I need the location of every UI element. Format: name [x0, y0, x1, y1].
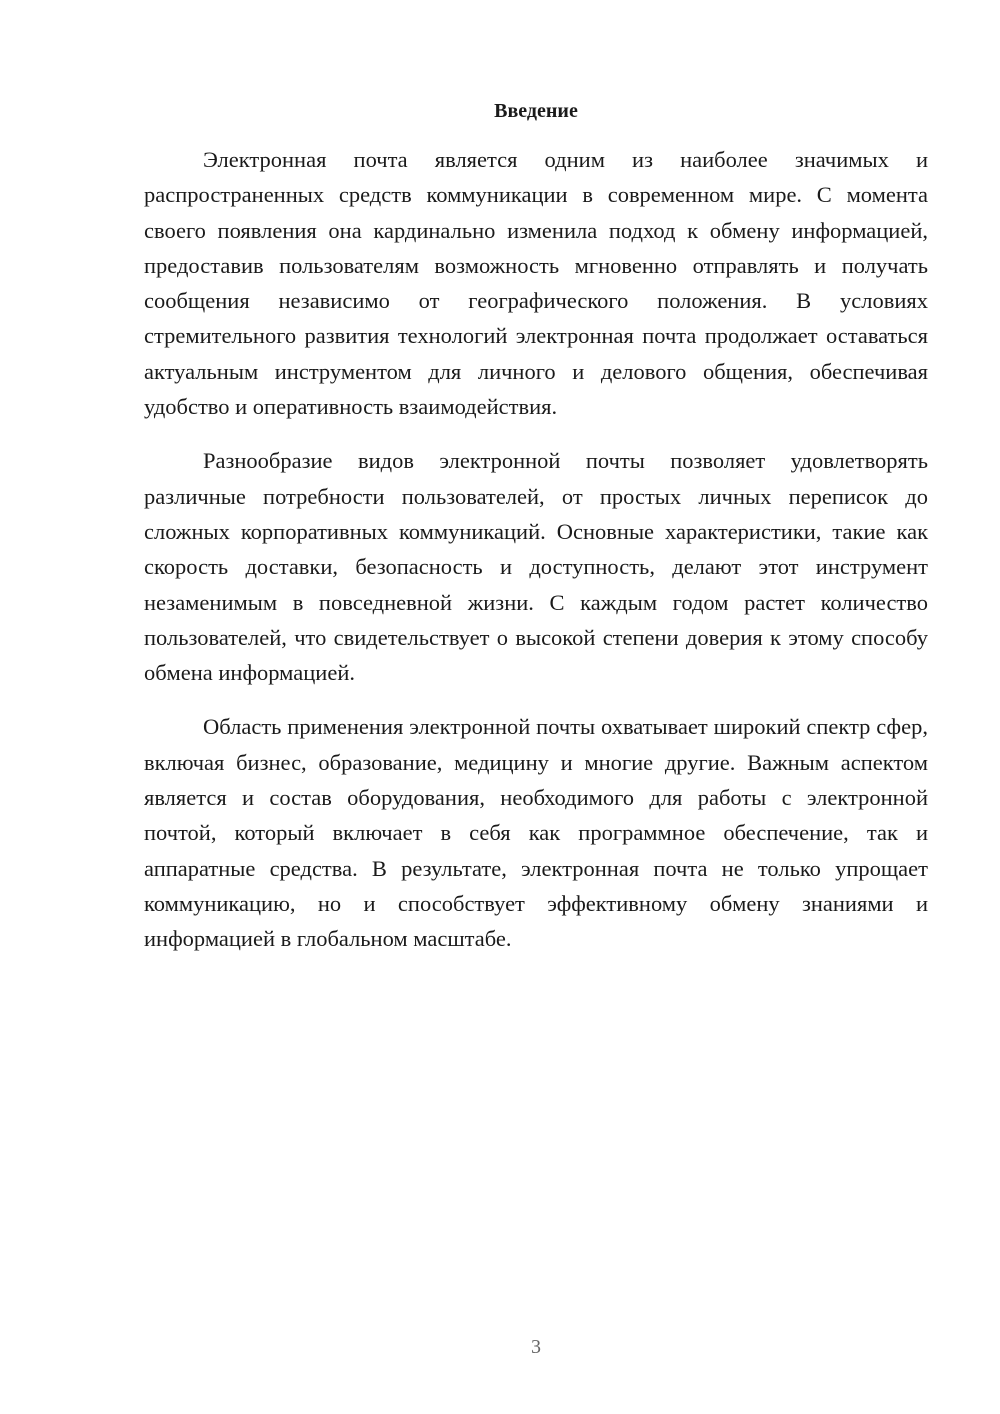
body-text	[144, 142, 928, 976]
page-title: Введение	[494, 100, 578, 122]
paragraph-1: Электронная почта является одним из наиболее значимых и распространенных средств коммуникации в современном мире. С момента своего появления она кардинально изменила подход к обмену информацией, предоставив пользователям возможность мгновенно отправлять и получать сообщения независимо от географического положения. В условиях стремительного развития технологий электронная почта продолжает оставаться актуальным инструментом для личного и делового общения, обеспечивая удобство и оперативность взаимодействия.	[144, 147, 928, 420]
paragraph-3: Область применения электронной почты охватывает широкий спектр сфер, включая бизнес, образование, медицину и многие другие. Важным аспектом является и состав оборудования, необходимого для работы с электронной почтой, который включает в себя как программное обеспечение, так и аппаратные средства. В результате, электронная почта не только упрощает коммуникацию, но и способствует эффективному обмену знаниями и информацией в глобальном масштабе.	[144, 714, 928, 952]
page-number: 3	[531, 1336, 541, 1358]
paragraph-2: Разнообразие видов электронной почты позволяет удовлетворять различные потребности пользователей, от простых личных переписок до сложных корпоративных коммуникаций. Основные характеристики, такие как скорость доставки, безопасность и доступность, делают этот инструмент незаменимым в повседневной жизни. С каждым годом растет количество пользователей, что свидетельствует о высокой степени доверия к этому способу обмена информацией.	[144, 448, 928, 686]
